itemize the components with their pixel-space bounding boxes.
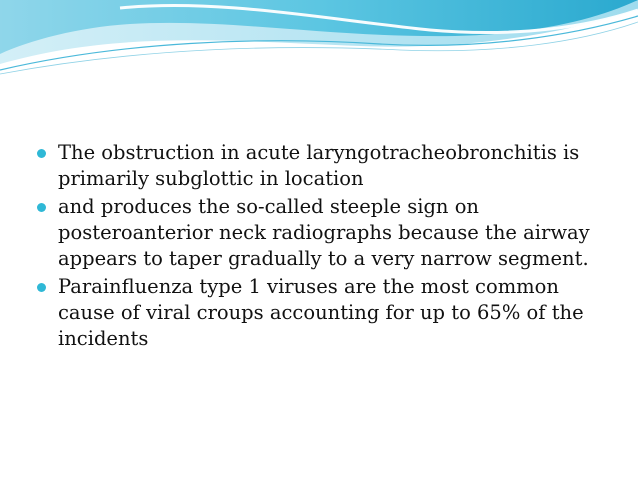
- bullet-dot-icon: [37, 203, 46, 212]
- bullet-dot-icon: [37, 149, 46, 158]
- bullet-text: The obstruction in acute laryngotracheobronchitis is primarily subglottic in location: [58, 141, 580, 190]
- bullet-item: [36, 194, 596, 272]
- wave-band-main: [0, 0, 638, 54]
- bullet-list: [36, 140, 596, 354]
- bullet-text: and produces the so-called steeple sign on posteroanterior neck radiographs because the airway appears to taper gradually to a very narrow segment.: [58, 195, 590, 270]
- bullet-dot-icon: [37, 283, 46, 292]
- bullet-item: [36, 274, 596, 352]
- bullet-item: [36, 140, 596, 192]
- bullet-text: Parainfluenza type 1 viruses are the most common cause of viral croups accounting for up to 65% of the incidents: [58, 275, 584, 350]
- decorative-wave-header: [0, 0, 638, 80]
